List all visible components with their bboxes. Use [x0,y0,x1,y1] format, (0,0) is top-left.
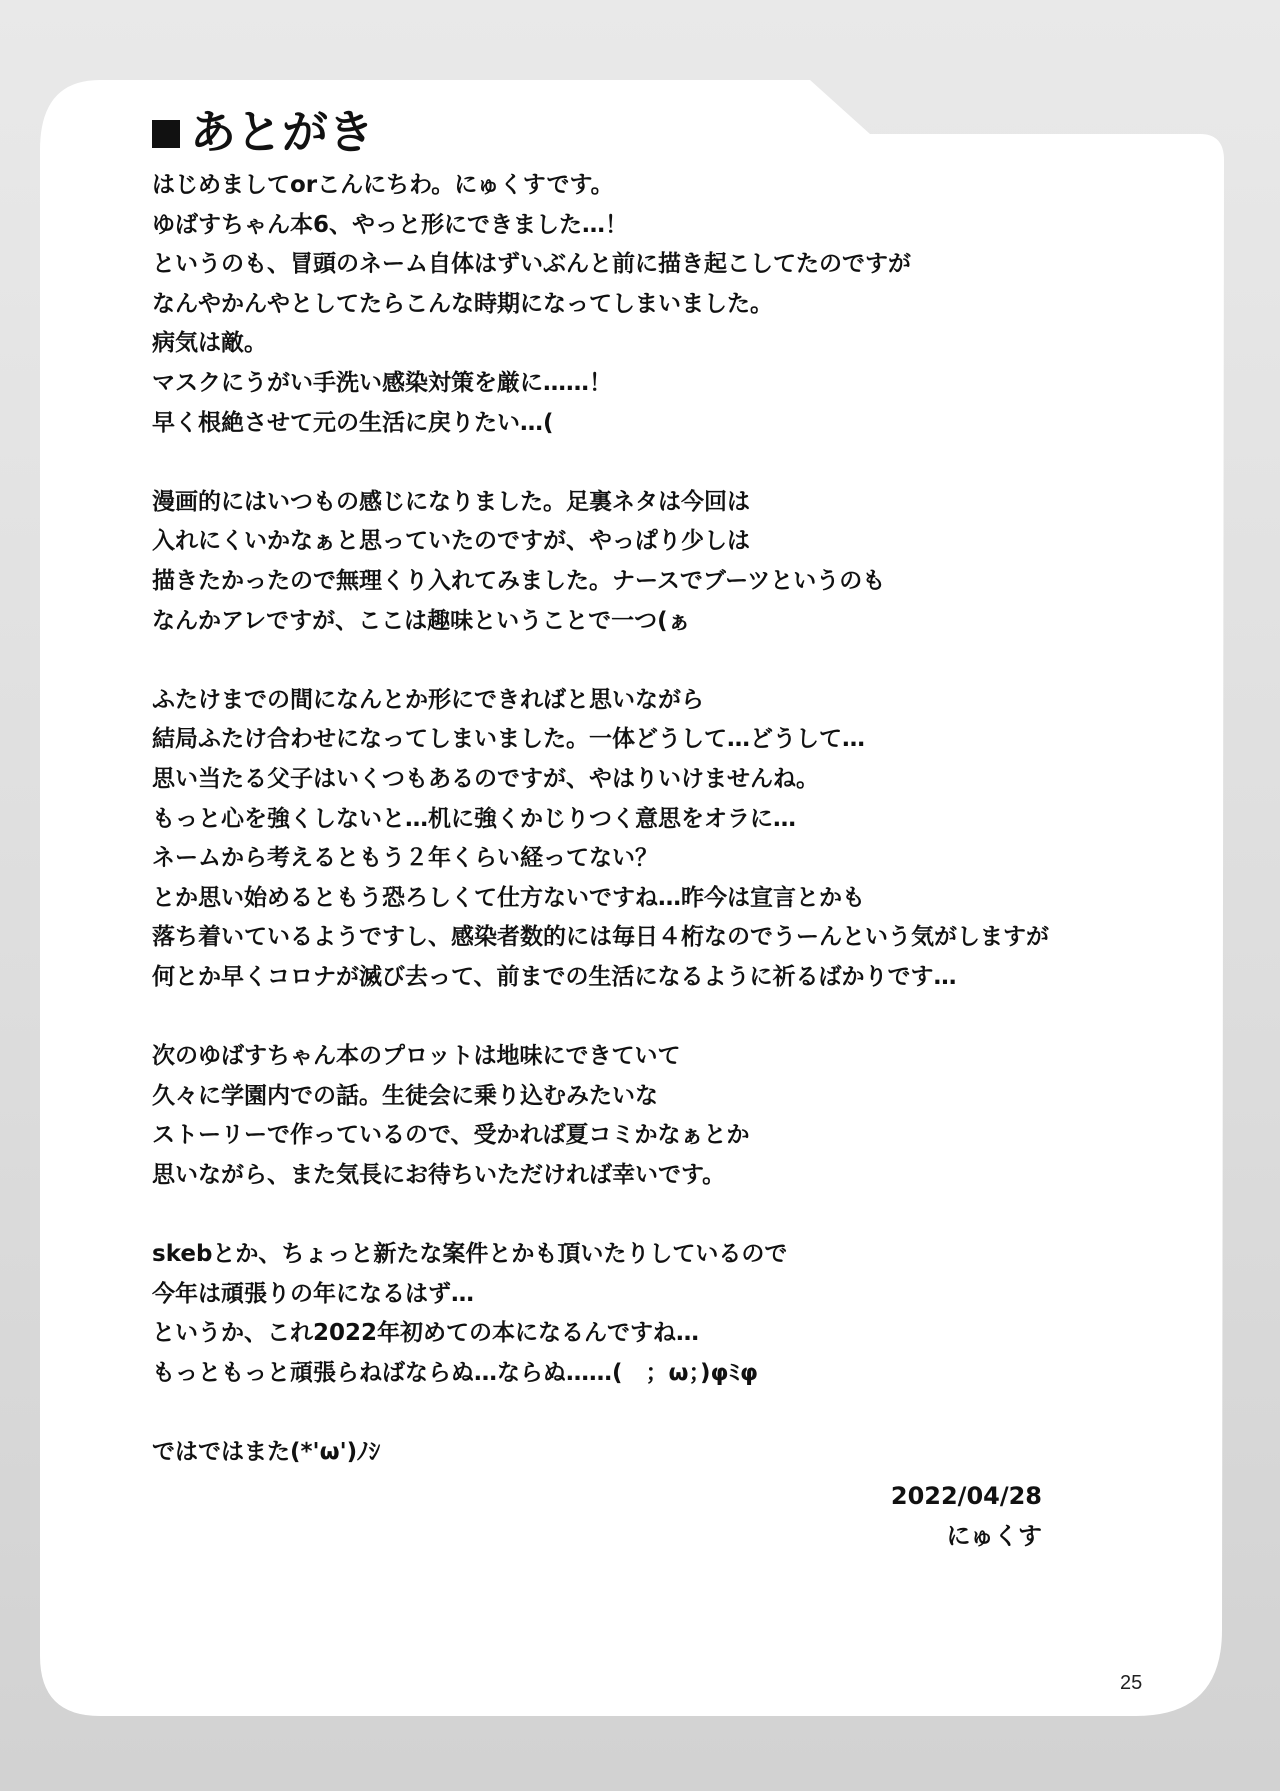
paragraph-6 [152,1433,1152,1473]
page-title-text: あとがき [190,105,374,159]
text-line: 思い当たる父子はいくつもあるのですが、やはりいけませんね。 [152,765,819,792]
paragraph-1 [152,166,1152,443]
page-title [152,104,374,160]
text-line: 漫画的にはいつもの感じになりました。足裏ネタは今回は [152,488,750,515]
page-number: 25 [1120,1672,1143,1694]
text-line: 描きたかったので無理くり入れてみました。ナースでブーツというのも [152,567,886,594]
title-square-icon [152,120,180,148]
text-line: ネームから考えるともう２年くらい経ってない？ [152,845,658,872]
blank-line [152,1393,1152,1433]
text-line: もっともっと頑張らねばならぬ…ならぬ……( ；ω；)φﾐφ [152,1359,758,1386]
text-line: もっと心を強くしないと…机に強くかじりつく意思をオラに… [152,805,796,832]
blank-line [152,443,1152,483]
paragraph-2 [152,483,1152,641]
text-line: というのも、冒頭のネーム自体はずいぶんと前に描き起こしてたのですが [152,251,911,278]
text-line: 結局ふたけ合わせになってしまいました。一体どうして…どうして… [152,726,865,753]
text-line: マスクにうがい手洗い感染対策を厳に……！ [152,369,612,396]
text-line: 次のゆばすちゃん本のプロットは地味にできていて [152,1043,681,1070]
paragraph-5 [152,1235,1152,1393]
text-line: 落ち着いているようですし、感染者数的には毎日４桁なのでうーんという気がしますが [152,924,1049,951]
text-line: とか思い始めるともう恐ろしくて仕方ないですね…昨今は宣言とかも [152,884,865,911]
text-line: ストーリーで作っているので、受かれば夏コミかなぁとか [152,1122,750,1149]
signature-author: にゅくす [946,1522,1042,1550]
text-line: 病気は敵。 [152,330,267,357]
text-line: 入れにくいかなぁと思っていたのですが、やっぱり少しは [152,528,750,555]
paragraph-3 [152,681,1152,998]
text-line: ふたけまでの間になんとか形にできればと思いながら [152,686,704,713]
afterword-body [152,166,1152,1473]
blank-line [152,641,1152,681]
text-line: はじめましてorこんにちわ。にゅくすです。 [152,172,614,198]
text-line: 今年は頑張りの年になるはず… [152,1280,474,1307]
blank-line [152,1195,1152,1235]
paragraph-4 [152,1037,1152,1195]
text-line: ではではまた(*'ω')ﾉｼ [152,1439,381,1465]
text-line: skebとか、ちょっと新たな案件とかも頂いたりしているので [152,1241,788,1268]
blank-line [152,997,1152,1037]
text-line: なんやかんやとしてたらこんな時期になってしまいました。 [152,290,773,317]
signature [891,1476,1042,1556]
text-line: 思いながら、また気長にお待ちいただければ幸いです。 [152,1161,726,1188]
text-line: ゆばすちゃん本6、やっと形にできました…！ [152,211,629,238]
signature-date: 2022/04/28 [890,1482,1042,1510]
text-line: というか、これ2022年初めての本になるんですね… [152,1320,700,1347]
text-line: 久々に学園内での話。生徒会に乗り込むみたいな [152,1082,658,1109]
text-line: なんかアレですが、ここは趣味ということで一つ(ぁ [152,607,691,634]
text-line: 何とか早くコロナが滅び去って、前までの生活になるように祈るばかりです… [152,963,957,990]
text-line: 早く根絶させて元の生活に戻りたい…( [152,409,554,436]
